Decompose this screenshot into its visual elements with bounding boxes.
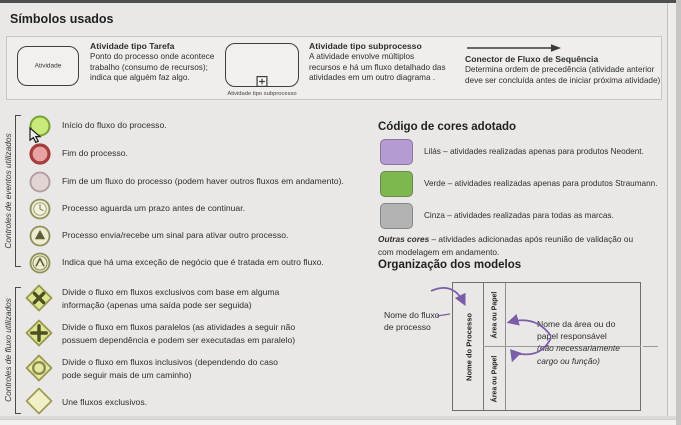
task-line3: indica que alguém faz algo. (90, 73, 190, 83)
task-title: Atividade tipo Tarefa (90, 41, 175, 51)
page-title: Símbolos usados (10, 12, 114, 26)
subprocess-plus-icon (257, 76, 268, 87)
gateway-line1: Une fluxos exclusivos. (62, 397, 148, 407)
subprocess-caption: Atividade tipo subprocesso (227, 91, 297, 97)
sequence-flow-arrow-icon (465, 43, 565, 53)
right-annotation-line2: papel responsável (537, 331, 607, 341)
lane-top-label: Área ou Papel (491, 291, 499, 339)
merge-gateway-icon (24, 386, 54, 416)
lane-bottom-label: Área ou Papel (491, 355, 499, 403)
subprocess-line1: A atividade envolve múltiplos (309, 51, 415, 61)
gateway-line1: Divide o fluxo em fluxos inclusivos (dependendo do caso (62, 357, 278, 367)
color-code-text: Verde – atividades realizadas apenas para produtos Straumann. (424, 179, 658, 188)
right-annotation-line1: Nome da área ou do (537, 319, 616, 329)
connector-title: Conector de Fluxo de Sequência (465, 54, 599, 64)
subprocess-title: Atividade tipo subprocesso (309, 41, 422, 51)
signal-event-icon (28, 224, 52, 248)
escalation-event-icon (28, 251, 52, 275)
gateways-side-label: Controles de fluxo utilizados (3, 298, 13, 402)
timer-event-icon (28, 197, 52, 221)
mouse-cursor-icon (29, 127, 43, 145)
inclusive-gateway-icon (24, 353, 54, 383)
pool-name-label: Nome do Processo (464, 313, 474, 381)
task-line2: trabalho (consumo de recursos); (90, 62, 208, 72)
task-shape-label: Atividade (34, 62, 62, 70)
gateway-text (62, 286, 279, 311)
subprocess-description (309, 41, 446, 84)
left-annotation (384, 309, 439, 333)
gray-swatch (380, 203, 413, 229)
right-annotation-line3: (não necessariamente (537, 343, 620, 353)
gateway-line2: informação (apenas uma saída pode ser seguida) (62, 299, 252, 310)
gateway-text (62, 356, 278, 381)
organization-title: Organização dos modelos (378, 259, 522, 271)
event-text: Fim do processo. (62, 148, 128, 158)
event-text: Indica que há uma exceção de negócio que é tratada em outro fluxo. (62, 257, 324, 267)
left-annotation-line1: Nome do fluxo (384, 310, 440, 320)
subprocess-shape-icon (225, 43, 299, 87)
green-swatch (380, 171, 413, 197)
color-code-text: Lilás – atividades realizadas apenas para produtos Neodent. (424, 147, 644, 156)
task-shape-icon (17, 46, 79, 86)
events-side-label: Controles de eventos utilizados (3, 133, 13, 249)
gateway-text (62, 321, 295, 346)
left-annotation-line2: de processo (384, 322, 431, 332)
color-code-text: Cinza – atividades realizadas para todas as marcas. (424, 211, 614, 220)
right-edge-strip (676, 0, 681, 425)
other-colors-rest: – atividades adicionadas após reunião de validação ou (429, 234, 634, 244)
lilac-swatch (380, 139, 413, 165)
event-text: Início do fluxo do processo. (62, 120, 167, 130)
gateway-line2: possuem dependência e podem ser executadas em paralelo) (62, 334, 296, 345)
right-gutter (667, 0, 676, 416)
exclusive-gateway-icon (24, 283, 54, 313)
flow-end-event-icon (28, 170, 52, 194)
other-colors-note-line2: com modelagem em andamento. (378, 247, 500, 257)
connector-line2: deve ser concluída antes de iniciar próxima atividade) (465, 75, 661, 85)
connector-line1: Determina ordem de precedência (atividade anterior (465, 64, 655, 74)
event-text: Processo envia/recebe um sinal para ativar outro processo. (62, 230, 289, 240)
parallel-gateway-icon (24, 318, 54, 348)
gateway-line1: Divide o fluxo em fluxos exclusivos com base em alguma (62, 287, 280, 297)
gateway-line2: pode seguir mais de um caminho) (62, 369, 192, 380)
connector-description (465, 54, 660, 86)
subprocess-line2: recursos e há um fluxo detalhado das (309, 62, 446, 72)
subprocess-line3: atividades em um outro diagrama . (309, 73, 436, 83)
other-colors-note (378, 233, 633, 259)
gateways-bracket (15, 287, 21, 414)
event-text: Fim de um fluxo do processo (podem haver outros fluxos em andamento). (62, 176, 344, 186)
end-event-icon (28, 142, 52, 166)
color-code-title: Código de cores adotado (378, 121, 517, 133)
events-bracket (15, 115, 21, 267)
symbols-panel (6, 36, 662, 100)
divider-tick (643, 346, 658, 347)
right-annotation-line4: cargo ou função) (537, 356, 600, 366)
other-colors-note-line1 (378, 233, 633, 246)
task-description (90, 41, 214, 84)
event-text: Processo aguarda um prazo antes de continuar. (62, 203, 245, 213)
task-line1: Ponto do processo onde acontece (90, 51, 215, 61)
top-dark-strip (0, 0, 676, 3)
bottom-strip (0, 419, 676, 425)
right-annotation (537, 318, 620, 368)
other-colors-lead: Outras cores (378, 234, 430, 244)
gateway-text (62, 396, 147, 409)
gateway-line1: Divide o fluxo em fluxos paralelos (as atividades a seguir não (62, 322, 296, 332)
